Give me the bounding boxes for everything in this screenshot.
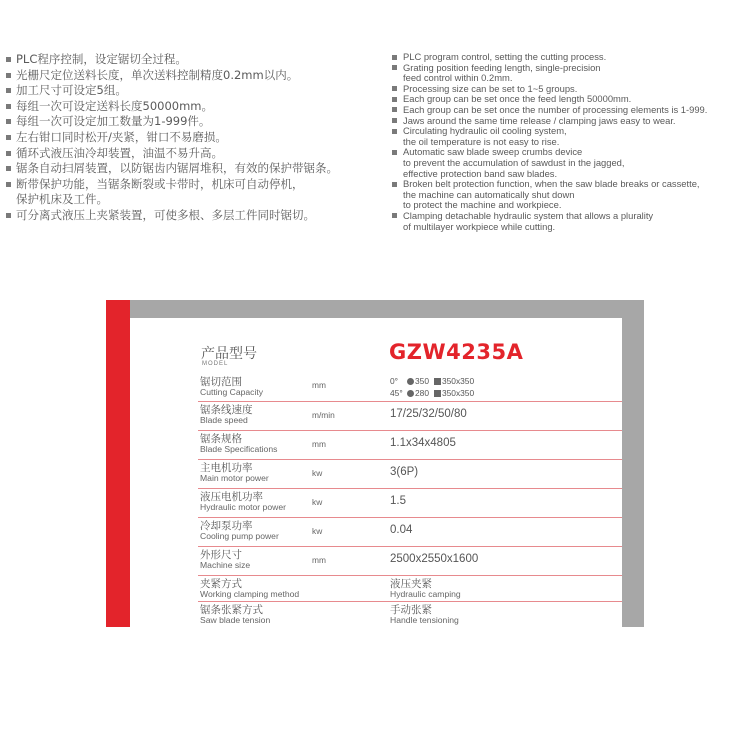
spec-row-clamping-method [198,576,622,602]
spec-label: 锯条张紧方式 [200,604,263,616]
spec-unit: mm [312,439,326,449]
feature-item: 断带保护功能，当锯条断裂或卡带时，机床可自动停机， 保护机床及工件。 [6,177,386,208]
spec-row-blade-tension [198,602,622,627]
round-capacity: 280 [415,388,429,398]
feature-item: 每组一次可设定加工数量为1-999件。 [6,114,386,130]
spec-value-en: Handle tensioning [390,615,459,625]
spec-label: 锯条线速度 [200,404,253,416]
angle-label: 45° [390,388,403,398]
spec-row-hydraulic-motor [198,489,622,518]
feature-item: Each group can be set once the feed length 50000mm. [392,94,748,105]
feature-item: 左右钳口同时松开/夹紧，钳口不易磨损。 [6,130,386,146]
spec-table [130,318,622,627]
spec-label-en: Saw blade tension [200,615,271,625]
spec-label: 液压电机功率 [200,491,263,503]
capacity-line-0 [390,376,474,386]
spec-unit: mm [312,555,326,565]
feature-item: PLC程序控制，设定锯切全过程。 [6,52,386,68]
spec-label: 夹紧方式 [200,578,242,590]
spec-unit: m/min [312,410,335,420]
spec-value: 手动张紧 [390,604,432,616]
model-label-en: MODEL [202,361,229,367]
round-stock-icon [407,378,414,385]
spec-row-machine-size [198,547,622,576]
spec-row-blade-speed [198,402,622,431]
spec-unit: kw [312,468,323,478]
features-list-english [392,52,748,232]
spec-card [106,300,644,627]
square-capacity: 350x350 [441,388,475,398]
feature-item: Automatic saw blade sweep crumbs device to prevent the accumulation of sawdust in the jagged, effective protection band saw blades. [392,147,748,179]
spec-unit: mm [312,380,326,390]
spec-row-cooling-pump [198,518,622,547]
spec-label: 锯切范围 [200,376,242,388]
spec-label-en: Cutting Capacity [200,387,264,397]
angle-label: 0° [390,376,399,386]
round-stock-icon [407,390,414,397]
feature-item: Clamping detachable hydraulic system that allows a plurality of multilayer workpiece while cutting. [392,211,748,232]
feature-item: 可分离式液压上夹紧装置，可使多根、多层工件同时锯切。 [6,208,386,224]
feature-item: Circulating hydraulic oil cooling system, the oil temperature is not easy to rise. [392,126,748,147]
spec-label: 冷却泵功率 [200,520,253,532]
spec-value: 2500x2550x1600 [390,553,479,565]
spec-label-en: Working clamping method [200,589,300,599]
square-stock-icon [434,378,441,385]
spec-label-en: Blade speed [200,415,248,425]
spec-value: 3(6P) [390,466,419,478]
feature-item: PLC program control, setting the cutting process. [392,52,748,63]
feature-item: 每组一次可设定送料长度50000mm。 [6,99,386,115]
model-label: 产品型号 [201,346,257,362]
capacity-line-45 [390,388,474,398]
feature-item: 光栅尺定位送料长度，单次送料控制精度0.2mm以内。 [6,68,386,84]
spec-value: 1.5 [390,495,406,507]
round-capacity: 350 [415,376,429,386]
spec-label-en: Blade Specifications [200,444,278,454]
square-stock-icon [434,390,441,397]
features-list-chinese [6,52,386,224]
spec-row-blade-specifications [198,431,622,460]
feature-item: Each group can be set once the number of processing elements is 1-999. [392,105,748,116]
spec-unit: kw [312,526,323,536]
accent-bar [106,300,130,627]
spec-label: 主电机功率 [200,462,253,474]
model-number: GZW4235A [389,340,524,364]
spec-unit: kw [312,497,323,507]
spec-value: 17/25/32/50/80 [390,408,467,420]
spec-row-main-motor [198,460,622,489]
spec-value: 1.1x34x4805 [390,437,456,449]
spec-label: 外形尺寸 [200,549,242,561]
square-capacity: 350x350 [441,376,475,386]
spec-value-en: Hydraulic camping [390,589,461,599]
feature-item: 循环式液压油冷却装置，油温不易升高。 [6,146,386,162]
feature-item: Processing size can be set to 1~5 groups. [392,84,748,95]
spec-value: 0.04 [390,524,413,536]
feature-item: Jaws around the same time release / clamping jaws easy to wear. [392,116,748,127]
feature-item: Grating position feeding length, single-precision feed control within 0.2mm. [392,63,748,84]
spec-value: 液压夹紧 [390,578,432,590]
spec-label: 锯条规格 [200,433,242,445]
spec-row-cutting-capacity [198,374,622,402]
feature-item: 加工尺寸可设定5组。 [6,83,386,99]
spec-label-en: Main motor power [200,473,269,483]
feature-item: Broken belt protection function, when the saw blade breaks or cassette, the machine can automatically shut down to protect the machine and workpiece. [392,179,748,211]
spec-label-en: Cooling pump power [200,531,279,541]
feature-item: 锯条自动扫屑装置，以防锯齿内锯屑堆积，有效的保护带锯条。 [6,161,386,177]
spec-label-en: Machine size [200,560,251,570]
spec-label-en: Hydraulic motor power [200,502,286,512]
